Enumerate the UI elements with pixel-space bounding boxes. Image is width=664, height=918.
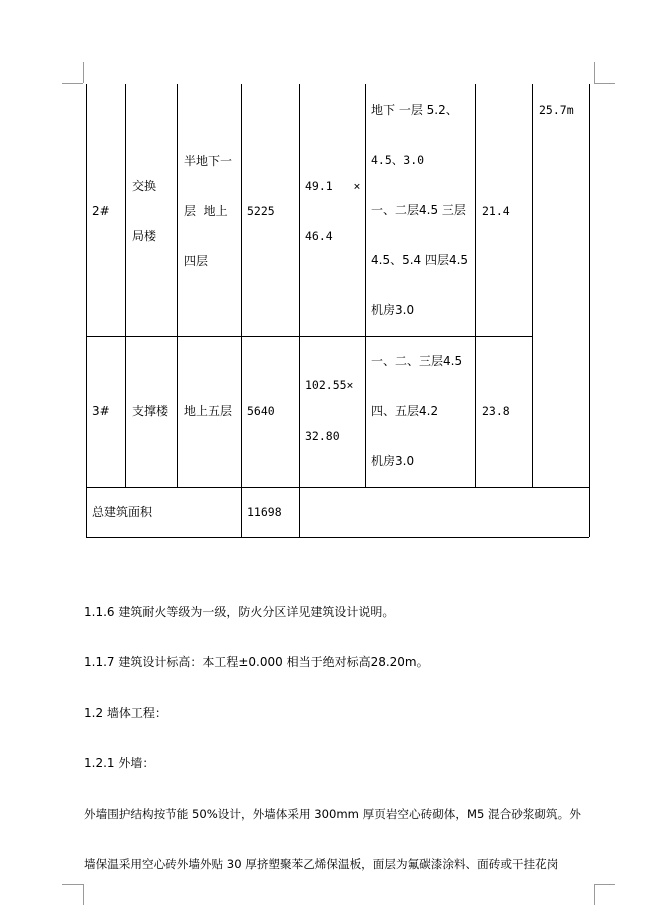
floors-cell: 地上五层 [184,404,233,418]
table-row-divider [86,336,532,337]
table-col-divider [299,84,300,537]
dimensions-cell: 32.80 [305,429,340,443]
total-area-value: 11698 [247,505,282,519]
floor-heights-cell: 地下 一层 5.2、 [371,103,458,117]
paragraph-exterior-wall-line: 墙保温采用空心砖外墙外贴 30 厚挤塑聚苯乙烯保温板，面层为氟碳漆涂料、面砖或干挂花岗 [84,857,559,871]
crop-mark-top-left [83,62,84,83]
building-name: 交换 [132,179,157,193]
table-row-divider [86,487,589,488]
area-cell: 5225 [247,204,275,218]
floor-heights-cell: 一、二层4.5 三层 [371,203,466,217]
paragraph-exterior-wall-line: 外墙围护结构按节能 50%设计，外墙体采用 300mm 厚页岩空心砖砌体，M5 混合砂浆砌筑。外 [84,807,581,821]
area-cell: 5640 [247,404,275,418]
table-border-bottom [86,537,589,538]
floor-heights-cell: 一、二、三层4.5 [371,354,463,368]
section-heading-exterior-walls: 1.2.1 外墙： [84,756,155,770]
floor-heights-cell: 四、五层4.2 [371,404,439,418]
table-border-right [589,84,590,537]
floors-cell: 层 地上 [184,204,228,218]
crop-mark-bottom-left [62,884,83,885]
table-col-divider [241,84,242,537]
building-name: 支撑楼 [132,404,169,418]
building-number: 3# [92,404,110,418]
floor-heights-cell: 4.5、5.4 四层4.5 [371,253,469,267]
crop-mark-top-right [594,83,615,84]
building-height-cell: 21.4 [482,204,510,218]
floors-cell: 半地下一 [184,154,233,168]
table-col-divider [475,84,476,487]
merged-height-cell: 25.7m [539,103,574,117]
paragraph-fire-rating: 1.1.6 建筑耐火等级为一级，防火分区详见建筑设计说明。 [84,605,395,619]
floor-heights-cell: 4.5、3.0 [371,153,425,167]
crop-mark-bottom-right [594,884,595,905]
dimensions-cell: 46.4 [305,229,333,243]
table-col-divider [125,84,126,487]
crop-mark-bottom-right [594,884,615,885]
floor-heights-cell: 机房3.0 [371,454,415,468]
dimensions-cell: 102.55× [305,378,354,392]
table-col-divider [177,84,178,487]
dimensions-cell: 49.1 × [305,179,361,193]
floor-heights-cell: 机房3.0 [371,303,415,317]
section-heading-walls: 1.2 墙体工程： [84,706,167,720]
crop-mark-top-right [594,62,595,83]
paragraph-elevation: 1.1.7 建筑设计标高：本工程±0.000 相当于绝对标高28.20m。 [84,655,429,669]
table-col-divider [532,84,533,487]
total-area-label: 总建筑面积 [92,505,153,519]
crop-mark-top-left [62,83,83,84]
building-height-cell: 23.8 [482,404,510,418]
table-border-left [86,84,87,537]
table-col-divider [365,84,366,487]
floors-cell: 四层 [184,254,209,268]
building-number: 2# [92,204,110,218]
building-name: 局楼 [132,229,157,243]
crop-mark-bottom-left [83,884,84,905]
